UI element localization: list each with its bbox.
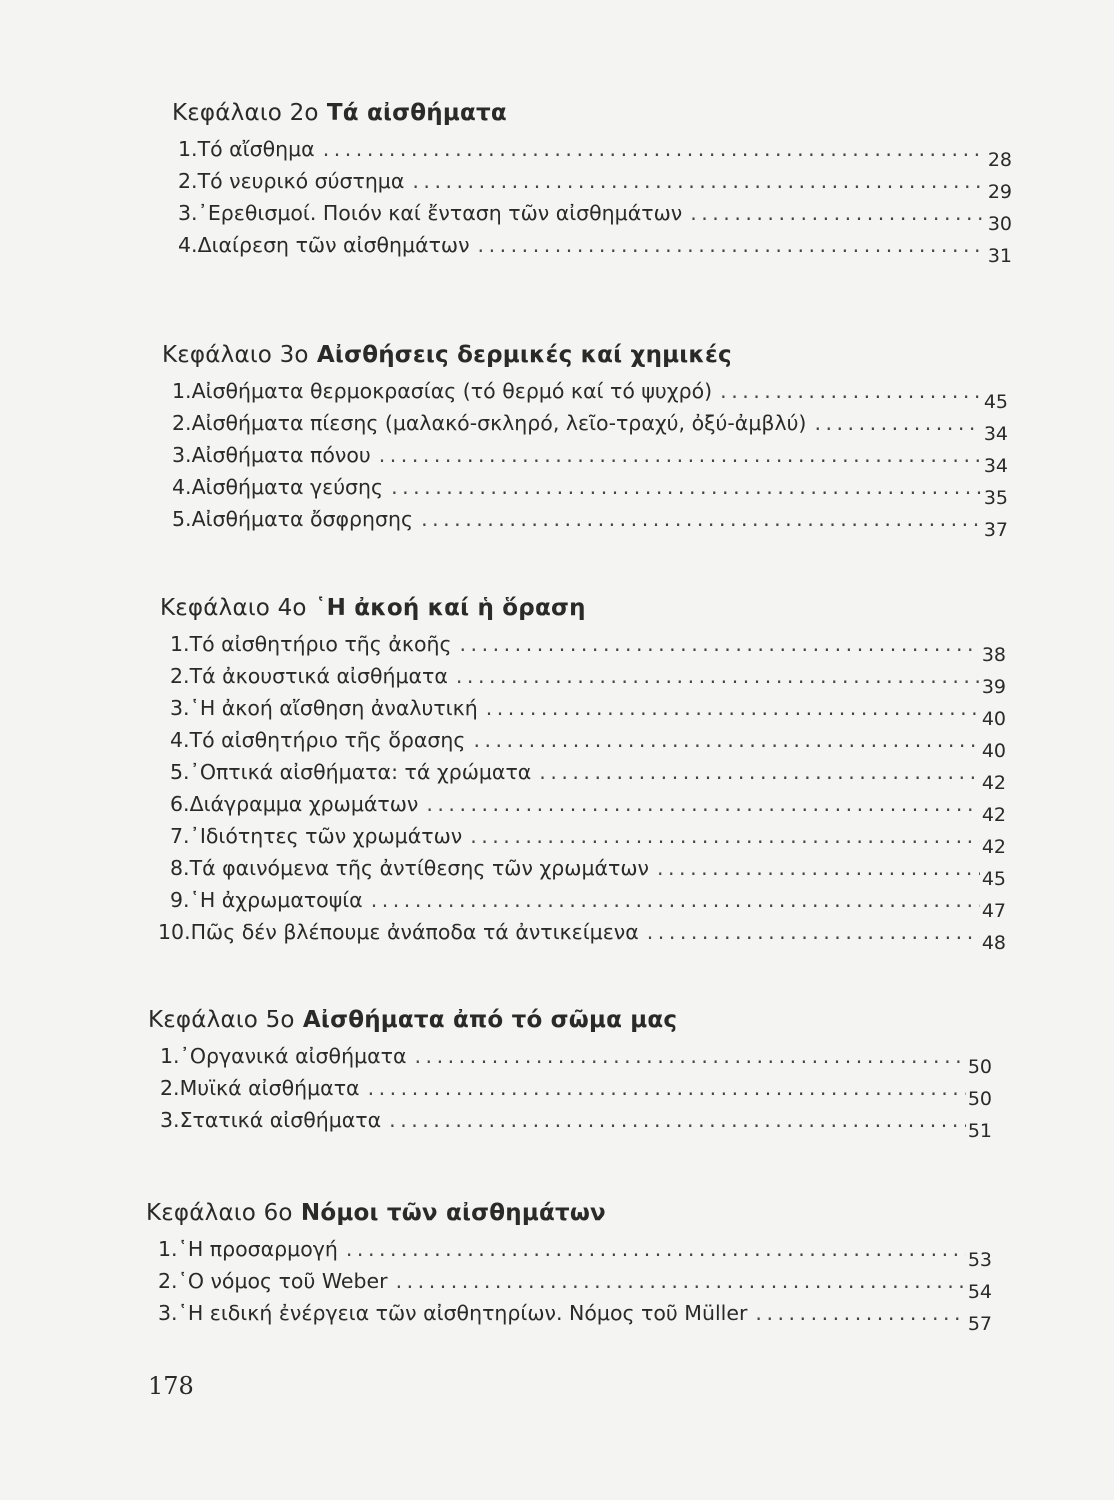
entry-number: 6. xyxy=(170,792,190,816)
entry-title: Τό νευρικό σύστημα xyxy=(197,169,405,193)
toc-entry xyxy=(158,1234,992,1271)
entry-title: Πῶς δέν βλέπουμε ἀνάποδα τά ἀντικείμενα xyxy=(190,920,639,944)
toc-entry xyxy=(178,166,1012,203)
dot-leader xyxy=(486,693,980,724)
dot-leader xyxy=(690,198,986,229)
entry-page: 42 xyxy=(981,836,1006,858)
entry-number: 10. xyxy=(158,920,191,944)
entry-page: 39 xyxy=(981,676,1006,698)
entry-number: 3. xyxy=(170,696,190,720)
dot-leader xyxy=(415,1041,966,1072)
chapter-heading xyxy=(148,1007,992,1033)
entry-title: Τά φαινόμενα τῆς ἀντίθεσης τῶν χρωμάτων xyxy=(189,856,649,880)
chapter-heading xyxy=(172,100,1012,126)
dot-leader xyxy=(389,1105,966,1136)
entry-list xyxy=(178,134,1012,267)
chapter-number: Κεφάλαιο 4ο xyxy=(160,595,307,621)
entry-title: Αἰσθήματα ὄσφρησης xyxy=(191,507,414,531)
entry-title: Στατικά αἰσθήματα xyxy=(179,1108,382,1132)
dot-leader xyxy=(647,917,980,948)
entry-number: 1. xyxy=(170,632,190,656)
entry-list xyxy=(160,1041,992,1142)
toc-entry xyxy=(170,693,1006,730)
entry-page: 50 xyxy=(967,1088,992,1110)
entry-number: 1. xyxy=(158,1237,178,1261)
entry-page: 37 xyxy=(983,519,1008,541)
toc-entry xyxy=(158,1266,992,1303)
chapter-number: Κεφάλαιο 2ο xyxy=(172,100,319,126)
entry-number: 1. xyxy=(178,137,198,161)
entry-number: 3. xyxy=(160,1108,180,1132)
entry-title: ᾽Οπτικά αἰσθήματα: τά χρώματα xyxy=(189,760,532,784)
entry-title: ῾Η ἀκοή αἴσθηση ἀναλυτική xyxy=(189,696,478,720)
entry-title: Αἰσθήματα πίεσης (μαλακό-σκληρό, λεῖο-τραχύ, ὀξύ-ἀμβλύ) xyxy=(191,411,807,435)
dot-leader xyxy=(720,376,982,407)
dot-leader xyxy=(657,853,980,884)
dot-leader xyxy=(323,134,986,165)
toc-entry xyxy=(160,1105,992,1142)
chapter-heading xyxy=(160,595,1006,621)
entry-number: 4. xyxy=(170,728,190,752)
dot-leader xyxy=(346,1234,966,1265)
dot-leader xyxy=(371,885,980,916)
entry-page: 40 xyxy=(981,708,1006,730)
entry-page: 47 xyxy=(981,900,1006,922)
dot-leader xyxy=(473,725,979,756)
entry-number: 1. xyxy=(160,1044,180,1068)
chapter-title: Νόμοι τῶν αἰσθημάτων xyxy=(300,1200,606,1226)
entry-title: Μυϊκά αἰσθήματα xyxy=(179,1076,360,1100)
chapter-title: ῾Η ἀκοή καί ἡ ὅραση xyxy=(314,595,586,621)
toc-entry xyxy=(170,853,1006,890)
entry-number: 3. xyxy=(172,443,192,467)
dot-leader xyxy=(426,789,979,820)
entry-page: 34 xyxy=(983,455,1008,477)
dot-leader xyxy=(460,629,980,660)
entry-number: 3. xyxy=(158,1301,178,1325)
entry-page: 35 xyxy=(983,487,1008,509)
toc-entry xyxy=(170,725,1006,762)
toc-entry xyxy=(158,1298,992,1335)
entry-number: 9. xyxy=(170,888,190,912)
entry-title: ῾Η ἀχρωματοψία xyxy=(189,888,363,912)
entry-list xyxy=(158,1234,992,1335)
entry-title: Αἰσθήματα θερμοκρασίας (τό θερμό καί τό ψυχρό) xyxy=(191,379,713,403)
toc-entry xyxy=(178,230,1012,267)
entry-page: 40 xyxy=(981,740,1006,762)
entry-page: 57 xyxy=(967,1313,992,1335)
toc-entry xyxy=(172,440,1008,477)
entry-page: 53 xyxy=(967,1249,992,1271)
toc-entry xyxy=(160,1073,992,1110)
entry-title: Αἰσθήματα γεύσης xyxy=(191,475,384,499)
entry-page: 31 xyxy=(987,245,1012,267)
entry-page: 42 xyxy=(981,804,1006,826)
dot-leader xyxy=(539,757,980,788)
entry-number: 2. xyxy=(160,1076,180,1100)
dot-leader xyxy=(814,408,981,439)
dot-leader xyxy=(755,1298,965,1329)
entry-title: Αἰσθήματα πόνου xyxy=(191,443,371,467)
entry-title: ῾Η ειδική ἐνέργεια τῶν αἰσθητηρίων. Νόμος τοῦ Müller xyxy=(177,1301,748,1325)
toc-entry xyxy=(172,408,1008,445)
entry-title: ᾽Οργανικά αἰσθήματα xyxy=(179,1044,407,1068)
entry-page: 48 xyxy=(981,932,1006,954)
chapter-title: Τά αἰσθήματα xyxy=(326,100,507,126)
entry-title: Τό αἰσθητήριο τῆς ὅρασης xyxy=(189,728,466,752)
chapter-heading xyxy=(146,1200,992,1226)
entry-number: 2. xyxy=(170,664,190,688)
entry-page: 29 xyxy=(987,181,1012,203)
entry-title: ᾽Ιδιότητες τῶν χρωμάτων xyxy=(189,824,463,848)
entry-number: 1. xyxy=(172,379,192,403)
entry-number: 5. xyxy=(170,760,190,784)
entry-title: ῾Ο νόμος τοῦ Weber xyxy=(177,1269,388,1293)
toc-entry xyxy=(170,757,1006,794)
entry-number: 8. xyxy=(170,856,190,880)
chapter-3 xyxy=(162,342,1008,541)
entry-page: 45 xyxy=(983,391,1008,413)
toc-entry xyxy=(178,198,1012,235)
page-number: 178 xyxy=(148,1372,194,1400)
entry-number: 2. xyxy=(158,1269,178,1293)
entry-number: 3. xyxy=(178,201,198,225)
entry-page: 50 xyxy=(967,1056,992,1078)
dot-leader xyxy=(391,472,982,503)
chapter-number: Κεφάλαιο 6ο xyxy=(146,1200,293,1226)
toc-entry xyxy=(170,789,1006,826)
chapter-2 xyxy=(172,100,1012,267)
dot-leader xyxy=(421,504,982,535)
entry-page: 42 xyxy=(981,772,1006,794)
toc-entry xyxy=(172,376,1008,413)
chapter-title: Αἰσθήσεις δερμικές καί χημικές xyxy=(316,342,732,368)
chapter-4 xyxy=(158,595,1006,954)
toc-entry xyxy=(170,821,1006,858)
entry-page: 30 xyxy=(987,213,1012,235)
entry-page: 51 xyxy=(967,1120,992,1142)
chapter-5 xyxy=(148,1007,992,1142)
entry-list xyxy=(158,629,1006,954)
toc-entry xyxy=(160,1041,992,1078)
entry-page: 34 xyxy=(983,423,1008,445)
dot-leader xyxy=(412,166,985,197)
entry-number: 7. xyxy=(170,824,190,848)
entry-title: Τό αἴσθημα xyxy=(197,137,315,161)
toc-entry xyxy=(158,917,1006,954)
toc-entry xyxy=(170,629,1006,666)
toc-entry xyxy=(170,885,1006,922)
entry-list xyxy=(172,376,1008,541)
dot-leader xyxy=(396,1266,966,1297)
chapter-number: Κεφάλαιο 3ο xyxy=(162,342,309,368)
entry-title: Τά ἀκουστικά αἰσθήματα xyxy=(189,664,448,688)
dot-leader xyxy=(379,440,982,471)
dot-leader xyxy=(368,1073,966,1104)
entry-title: Τό αἰσθητήριο τῆς ἀκοῆς xyxy=(189,632,452,656)
entry-page: 28 xyxy=(987,149,1012,171)
dot-leader xyxy=(478,230,986,261)
entry-number: 2. xyxy=(178,169,198,193)
entry-title: ῾Η προσαρμογή xyxy=(177,1237,338,1261)
chapter-6 xyxy=(146,1200,992,1335)
toc-entry xyxy=(170,661,1006,698)
entry-number: 4. xyxy=(172,475,192,499)
dot-leader xyxy=(470,821,980,852)
entry-number: 5. xyxy=(172,507,192,531)
dot-leader xyxy=(456,661,980,692)
entry-title: ᾽Ερεθισμοί. Ποιόν καί ἔνταση τῶν αἰσθημάτων xyxy=(197,201,683,225)
entry-number: 2. xyxy=(172,411,192,435)
toc-entry xyxy=(172,472,1008,509)
toc-entry xyxy=(172,504,1008,541)
entry-title: Διάγραμμα χρωμάτων xyxy=(189,792,419,816)
entry-page: 54 xyxy=(967,1281,992,1303)
chapter-title: Αἰσθήματα ἀπό τό σῶμα μας xyxy=(302,1007,678,1033)
entry-page: 38 xyxy=(981,644,1006,666)
entry-number: 4. xyxy=(178,233,198,257)
toc-entry xyxy=(178,134,1012,171)
entry-page: 45 xyxy=(981,868,1006,890)
chapter-number: Κεφάλαιο 5ο xyxy=(148,1007,295,1033)
entry-title: Διαίρεση τῶν αἰσθημάτων xyxy=(197,233,470,257)
chapter-heading xyxy=(162,342,1008,368)
